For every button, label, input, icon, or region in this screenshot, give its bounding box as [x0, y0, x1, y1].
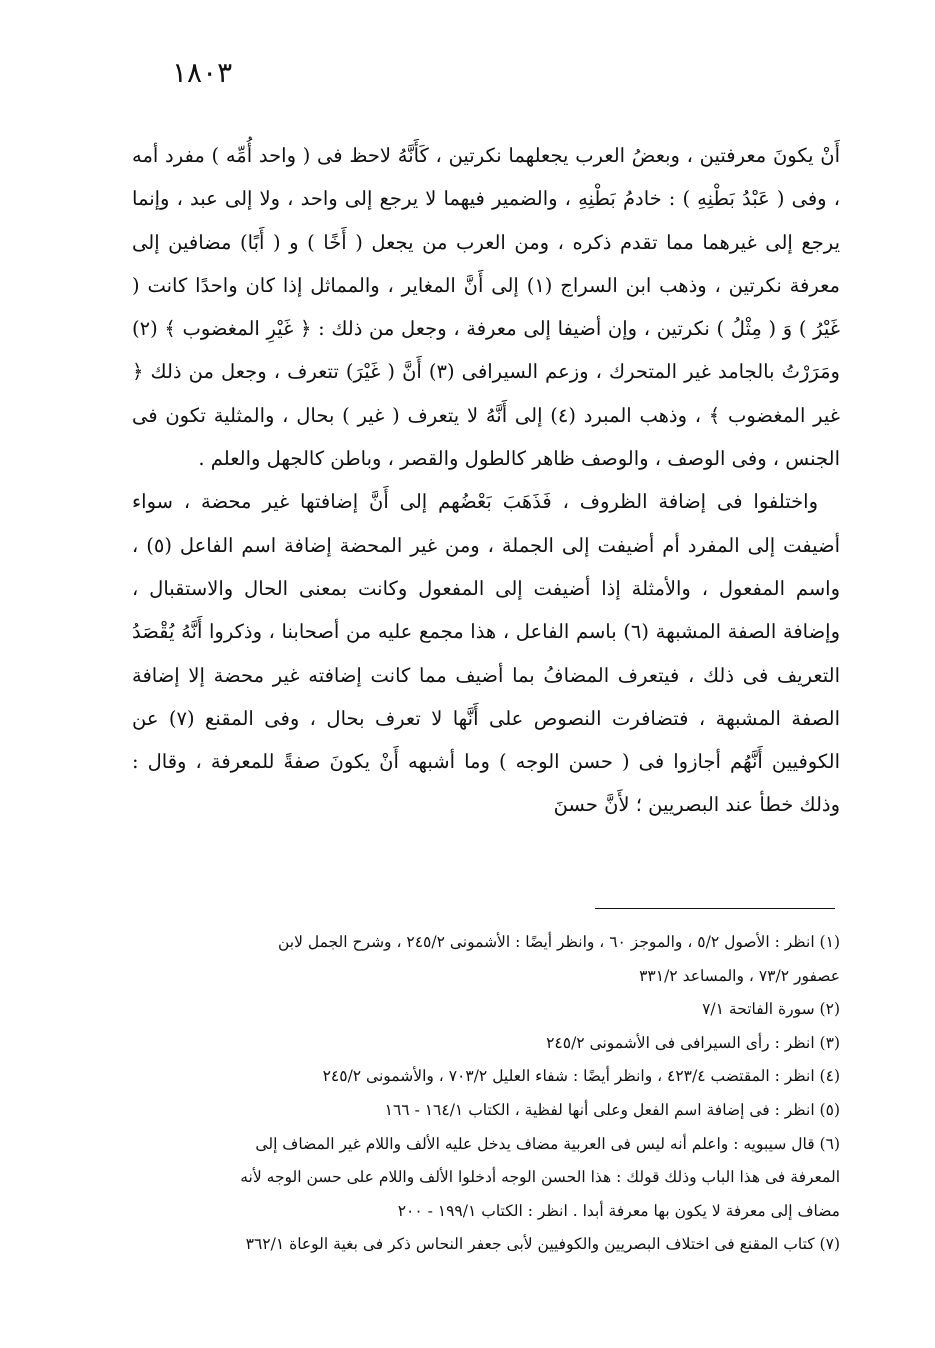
- footnote-line: (٦) قال سيبويه : واعلم أنه ليس فى العربية مضاف يدخل عليه الألف واللام غير المضاف إلى: [255, 1134, 840, 1153]
- footnote-line: (٧) كتاب المقنع فى اختلاف البصريين والكوفيين لأبى جعفر النحاس ذكر فى بغية الوعاة ٣٦٢/١: [245, 1235, 840, 1254]
- paragraph: أَنْ يكونَ معرفتين ، وبعضُ العرب يجعلهما نكرتين ، كَأَنَّهُ لاحظ فى ( واحد أُمِّه ) مفرد أمه ، وفى ( عَبْدُ بَطْنِهِ ) : خادمُ بَطْنِهِ ، والضمير فيهما لا يرجع إلى واحد ، ولا إلى عبد ، وإنما يرجع إلى غيرهما مما تقدم ذكره ، ومن العرب من يجعل ( أَخًا ) و ( أَبًا) مضافين إلى معرفة نكرتين ، وذهب ابن السراج (١) إلى أَنَّ المغاير ، والمماثل إذا كان واحدًا كانت ( غَيْرُ ) وَ ( مِثْلُ ) نكرتين ، وإن أضيفا إلى معرفة ، وجعل من ذلك : ﴿ غَيْرِ المغضوب ﴾ (٢) ومَرَرْتُ بالجامد غير المتحرك ، وزعم السيرافى (٣) أَنَّ ( غَيْرَ) تتعرف ، وجعل من ذلك ﴿ غير المغضوب ﴾ ، وذهب المبرد (٤) إلى أَنَّهُ لا يتعرف ( غير ) بحال ، والمثلية تكون فى الجنس ، وفى الوصف ، والوصف ظاهر كالطول والقصر ، وباطن كالجهل والعلم .: [132, 144, 840, 471]
- footnote-line: المعرفة فى هذا الباب وذلك قولك : هذا الحسن الوجه أدخلوا الألف واللام على حسن الوجه لأنه: [240, 1168, 840, 1187]
- footnote-line: (١) انظر : الأصول ٥/٢ ، والموجز ٦٠ ، وانظر أيضًا : الأشمونى ٢٤٥/٢ ، وشرح الجمل لابن: [277, 933, 840, 951]
- footnote-line: عصفور ٧٣/٢ ، والمساعد ٣٣١/٢: [639, 966, 840, 985]
- footnote-line: (٥) انظر : فى إضافة اسم الفعل وعلى أنها لفظية ، الكتاب ١٦٤/١ - ١٦٦: [384, 1100, 840, 1119]
- main-text: [132, 134, 840, 827]
- footnote-line: (٤) انظر : المقتضب ٤٢٣/٤ ، وانظر أيضًا : شفاء العليل ٧٠٣/٢ ، والأشمونى ٢٤٥/٢: [322, 1067, 840, 1086]
- paragraph: واختلفوا فى إضافة الظروف ، فَذَهَبَ بَعْضُهم إلى أَنَّ إضافتها غير محضة ، سواء أضيفت إلى المفرد أم أضيفت إلى الجملة ، ومن غير المحضة إضافة اسم الفاعل (٥) ، واسم المفعول ، والأمثلة إذا أضيفت إلى المفعول وكانت بمعنى الحال والاستقبال ، وإضافة الصفة المشبهة (٦) باسم الفاعل ، هذا مجمع عليه من أصحابنا ، وذكروا أَنَّهُ يُقْصَدُ التعريف فى ذلك ، فيتعرف المضافُ بما أضيف مما كانت إضافته غير محضة إلا إضافة الصفة المشبهة ، فتضافرت النصوص على أَنَّها لا تعرف بحال ، وفى المقنع (٧) عن الكوفيين أَنَّهُم أجازوا فى ( حسن الوجه ) وما أشبهه أَنْ يكونَ صفةً للمعرفة ، وقال : وذلك خطأ عند البصريين ؛ لأَنَّ حسنَ: [132, 490, 840, 817]
- footnote-line: (٢) سورة الفاتحة ٧/١: [702, 1000, 840, 1019]
- footnote-line: مضاف إلى معرفة لا يكون بها معرفة أبدا . انظر : الكتاب ١٩٩/١ - ٢٠٠: [397, 1201, 840, 1220]
- page-number: ١٨٠٣: [172, 56, 233, 89]
- footnote-line: (٣) انظر : رأى السيرافى فى الأشمونى ٢٤٥/٢: [546, 1033, 840, 1052]
- footnotes: [132, 926, 840, 1262]
- footnote-separator: [595, 908, 835, 909]
